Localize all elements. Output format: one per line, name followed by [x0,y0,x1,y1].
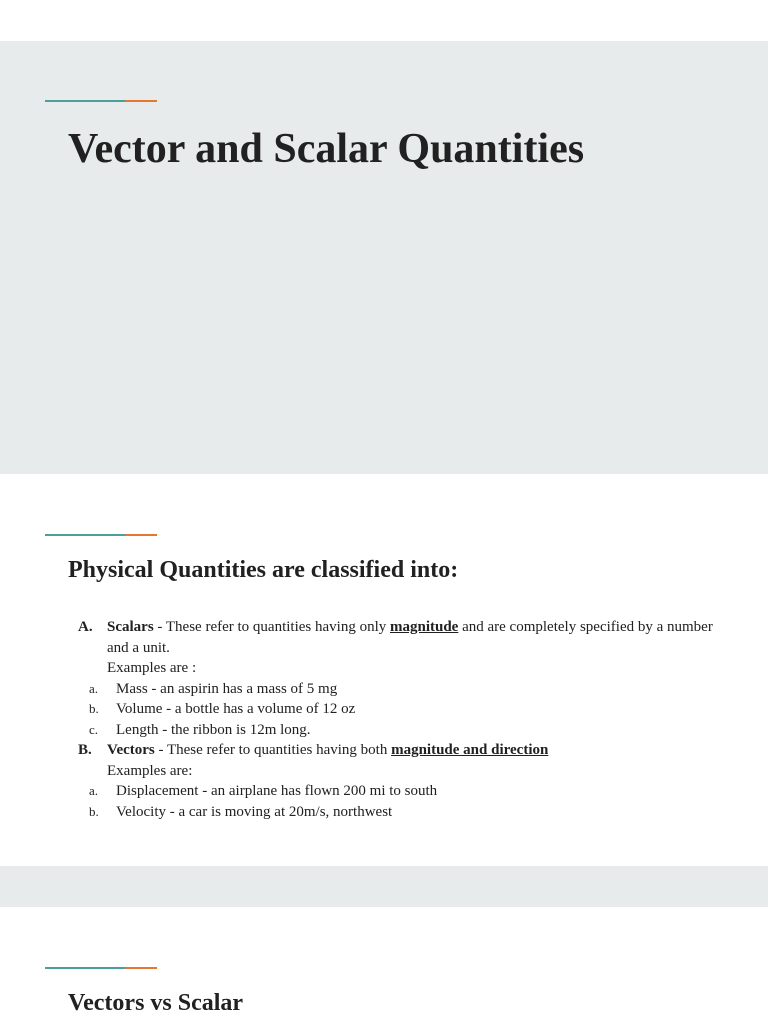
slide-title: Vector and Scalar Quantities [68,126,585,172]
accent-teal-segment [45,100,125,102]
example-text: Velocity - a car is moving at 20m/s, northwest [116,803,393,820]
sub-marker: a. [89,783,99,798]
sub-marker: b. [89,803,99,819]
scalars-desc-pre: - These refer to quantities having only [153,619,390,635]
accent-teal-segment [45,534,125,536]
list-marker: B. [78,742,92,758]
section-accent-line [45,967,157,969]
vectors-desc-pre: - These refer to quantities having both [154,742,392,758]
list-item [78,720,718,741]
title-accent-line [45,100,157,102]
sub-marker: c. [89,721,99,737]
accent-orange-segment [125,534,157,536]
vectors-emphasis: magnitude and direction [391,742,549,758]
sub-marker: b. [89,701,99,716]
section-accent-line [45,534,157,536]
vectors-examples-label: Examples are: [107,762,193,779]
vectors-term: Vectors [107,742,155,758]
list-item [78,699,718,720]
example-text: Displacement - an airplane has flown 200 mi to south [116,783,438,799]
vectors-definition [107,740,718,761]
list-item [78,802,718,823]
title-slide-background [0,41,768,474]
example-text: Volume - a bottle has a volume of 12 oz [116,701,356,717]
vectors-vs-scalar-heading: Vectors vs Scalar [68,990,244,1016]
scalars-emphasis: magnitude [390,619,459,635]
scalars-desc-post: and are completely specified by a number and a unit. [107,619,713,656]
list-marker: A. [78,619,93,635]
scalars-definition [107,617,718,658]
scalars-item [78,617,718,679]
accent-orange-segment [125,967,157,969]
vectors-item [78,740,718,781]
list-item [78,781,718,802]
example-text: Length - the ribbon is 12m long. [116,721,311,738]
scalars-examples-label: Examples are : [107,660,197,676]
sub-marker: a. [89,680,99,696]
accent-teal-segment [45,967,125,969]
scalars-term: Scalars [107,619,154,635]
classification-list [78,617,718,822]
slide-separator-band [0,866,768,907]
example-text: Mass - an aspirin has a mass of 5 mg [116,680,338,697]
accent-orange-segment [125,100,157,102]
list-item [78,679,718,700]
classification-heading: Physical Quantities are classified into: [68,557,459,583]
